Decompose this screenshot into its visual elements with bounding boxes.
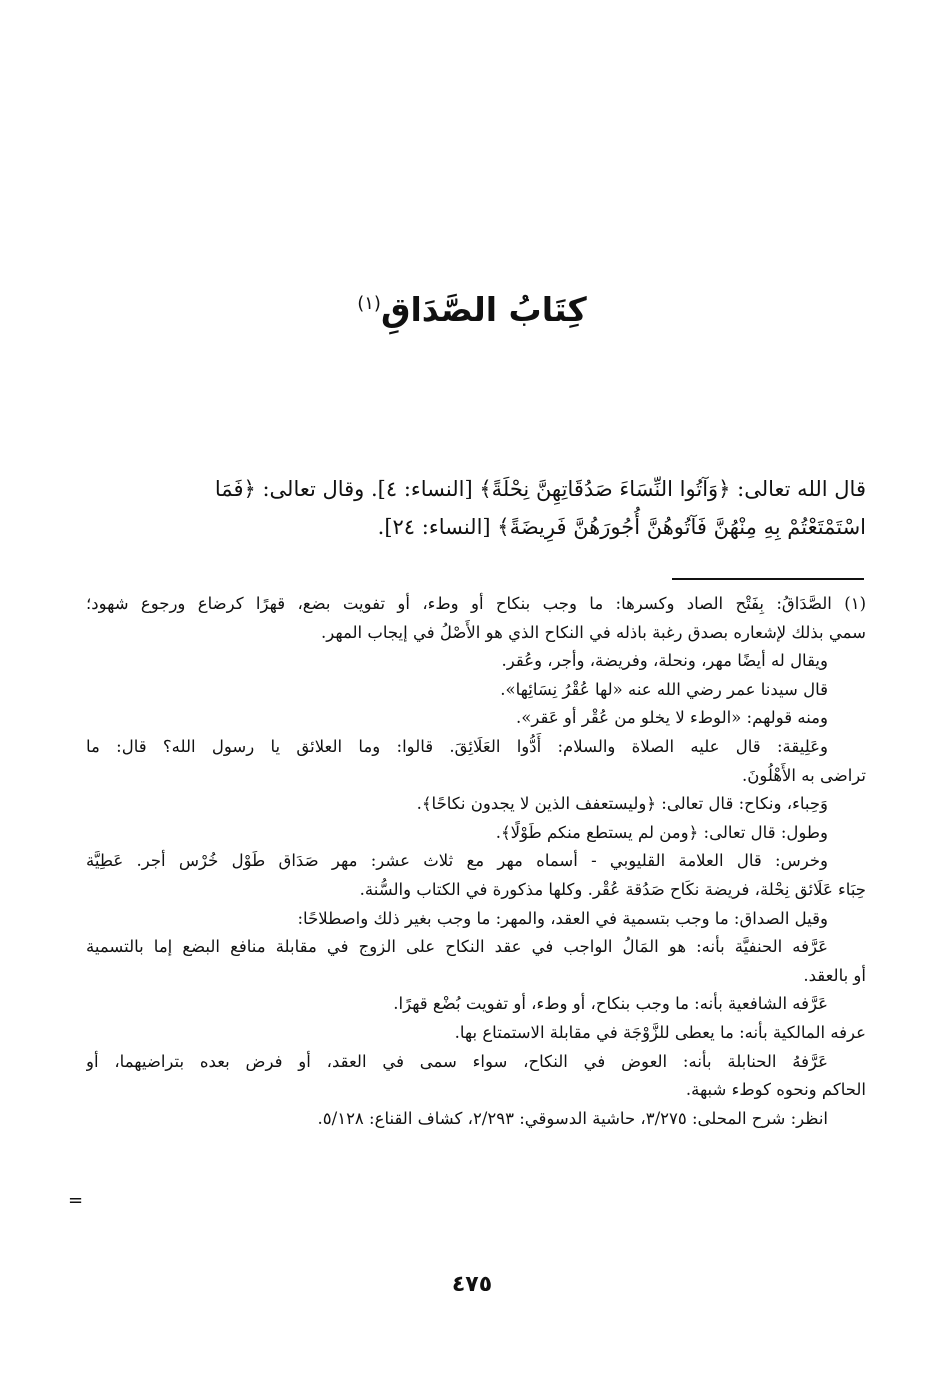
footnote-line: تراضى به الأَهْلُونَ. — [741, 765, 866, 785]
footnote-line: ويقال له أيضًا مهر، ونحلة، وفريضة، وأجر، وعُقر. — [501, 651, 828, 671]
main-text-line: قال الله تعالى: ﴿وَآتُوا النِّسَاءَ صَدُقَاتِهِنَّ نِحْلَةً﴾ [النساء: ٤]. وقال تعالى: ﴿فَمَا — [214, 477, 866, 501]
footnote-separator — [672, 578, 864, 580]
footnote-line: وطول: قال تعالى: ﴿ومن لم يستطع منكم طَوْلًا﴾. — [495, 822, 828, 842]
continuation-mark: = — [68, 1190, 84, 1211]
footnote-line: حِبَاء عَلَائق نِحْلة، فريضة نكَاح صَدُقة عُقْر. وكلها مذكورة في الكتاب والسُّنة. — [359, 879, 866, 899]
chapter-title-text: كِتَابُ الصَّدَاقِ — [380, 290, 587, 329]
main-text — [96, 470, 866, 546]
title-footnote-marker: (١) — [357, 293, 381, 314]
footnote-line: وعَلِيقة: قال عليه الصلاة والسلام: أَدُّوا العَلَائِقَ. قالوا: وما العلائق يا رسول الله؟ قال: ما — [86, 736, 828, 756]
footnote-line: وقيل الصداق: ما وجب بتسمية في العقد، والمهر: ما وجب بغير ذلك واصطلاحًا: — [297, 908, 828, 928]
main-text-line: اسْتَمْتَعْتُمْ بِهِ مِنْهُنَّ فَآتُوهُنَّ أُجُورَهُنَّ فَرِيضَةً﴾ [النساء: ٢٤]. — [377, 515, 866, 539]
footnote-line: عَرَّفه الحنفيَّة بأنه: هو المَالُ الواجب في عقد النكاح على الزوج في مقابلة منافع البضع إما بالتسمية — [86, 937, 828, 957]
footnote-line: قال سيدنا عمر رضي الله عنه «لها عُقْرُ نِسَائِها». — [500, 679, 828, 699]
footnote-line: عَرَّفه الشافعية بأنه: ما وجب بنكاح، أو وطء، أو تفويت بُضْع قهرًا. — [393, 994, 828, 1014]
footnote-line: انظر: شرح المحلى: ٣/٢٧٥، حاشية الدسوقي: ٢/٢٩٣، كشاف القناع: ٥/١٢٨. — [317, 1108, 828, 1128]
chapter-title — [0, 282, 944, 332]
footnote-line: سمي بذلك لإشعاره بصدق رغبة باذله في النكاح الذي هو الأَصْلُ في إيجاب المهر. — [320, 622, 866, 642]
footnote-line: وخرس: قال العلامة القليوبي - أسماه مهر مع ثلاث عشر: مهر صَدَاق طَوْل خُرْس أجر. عَطِيَّة — [86, 851, 828, 871]
footnote-line: عرفه المالكية بأنه: ما يعطى للزَّوْجَة في مقابلة الاستمتاع بها. — [454, 1022, 866, 1042]
footnote-line: الحاكم ونحوه كوطء شبهة. — [685, 1080, 866, 1100]
footnote-line: ومنه قولهم: «الوطء لا يخلو من عُقْر أو عَقر». — [516, 708, 828, 728]
page-number: ٤٧٥ — [451, 1272, 493, 1297]
footnote-line: وَحِباء، ونكاح: قال تعالى: ﴿وليستعفف الذين لا يجدون نكاحًا﴾. — [416, 794, 828, 814]
footnote-line: (١) الصَّدَاقُ: بِفَتْح الصاد وكسرها: ما وجب بنكاح أو وطء، أو تفويت بضع، قهرًا كرضاع ورجوع شهود؛ — [86, 594, 866, 613]
footnote-line: أو بالعقد. — [803, 965, 866, 985]
footnote-line: عَرَّفهُ الحنابلة بأنه: العوض في النكاح، سواء سمى في العقد، أو فرض بعده بتراضيهما، أو — [86, 1051, 828, 1071]
footnotes — [86, 590, 866, 1133]
